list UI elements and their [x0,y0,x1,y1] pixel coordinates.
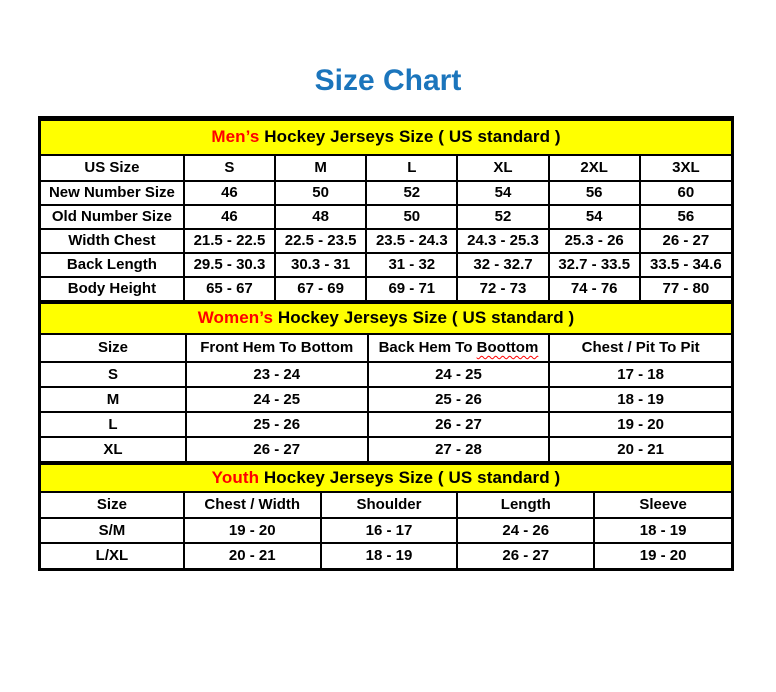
women-cell-r3-c0: 26 - 27 [186,437,368,462]
youth-column-header-0: Size [41,492,184,518]
misspelled-word: Boottom [476,339,539,356]
men-row-label-2: Width Chest [41,229,184,253]
size-chart-frame [38,116,734,571]
youth-column-header-4: Sleeve [594,492,731,518]
women-cell-r0-c0: 23 - 24 [186,362,368,387]
youth-section-title-highlight: Youth [211,467,260,487]
women-cell-r2-c2: 19 - 20 [549,412,731,437]
youth-row-label-0: S/M [41,518,184,543]
youth-size-table [41,463,731,568]
men-cell-r4-c5: 77 - 80 [640,277,731,301]
men-cell-r2-c1: 22.5 - 23.5 [275,229,366,253]
men-section-title-highlight: Men’s [211,127,260,146]
youth-row-label-1: L/XL [41,543,184,568]
youth-cell-r0-c3: 18 - 19 [594,518,731,543]
men-cell-r4-c3: 72 - 73 [457,277,548,301]
youth-cell-r0-c1: 16 - 17 [321,518,458,543]
men-column-header-1: S [184,155,275,181]
youth-column-header-2: Shoulder [321,492,458,518]
men-row-label-3: Back Length [41,253,184,277]
men-section-title: Men’s Hockey Jerseys Size ( US standard ) [41,120,731,155]
youth-cell-r0-c0: 19 - 20 [184,518,321,543]
men-table-row-0 [41,181,731,205]
youth-table-row-1 [41,543,731,568]
youth-column-header-3: Length [457,492,594,518]
men-cell-r3-c2: 31 - 32 [366,253,457,277]
women-cell-r3-c2: 20 - 21 [549,437,731,462]
youth-cell-r1-c2: 26 - 27 [457,543,594,568]
women-row-label-1: M [41,387,186,412]
men-row-label-1: Old Number Size [41,205,184,229]
men-row-label-0: New Number Size [41,181,184,205]
men-cell-r2-c0: 21.5 - 22.5 [184,229,275,253]
women-column-header-3: Chest / Pit To Pit [549,334,731,362]
women-cell-r0-c1: 24 - 25 [368,362,550,387]
men-cell-r3-c5: 33.5 - 34.6 [640,253,731,277]
men-cell-r1-c5: 56 [640,205,731,229]
men-cell-r3-c4: 32.7 - 33.5 [549,253,640,277]
women-row-label-3: XL [41,437,186,462]
women-cell-r1-c1: 25 - 26 [368,387,550,412]
youth-cell-r1-c0: 20 - 21 [184,543,321,568]
youth-cell-r1-c1: 18 - 19 [321,543,458,568]
women-row-label-0: S [41,362,186,387]
women-column-header-0: Size [41,334,186,362]
men-size-table [41,119,731,302]
women-size-table [41,302,731,463]
men-cell-r2-c5: 26 - 27 [640,229,731,253]
men-table-row-1 [41,205,731,229]
youth-table-row-0 [41,518,731,543]
men-column-header-5: 2XL [549,155,640,181]
men-cell-r1-c1: 48 [275,205,366,229]
women-section-title: Women’s Hockey Jerseys Size ( US standard ) [41,303,731,334]
men-cell-r4-c4: 74 - 76 [549,277,640,301]
women-table-row-0 [41,362,731,387]
men-cell-r0-c5: 60 [640,181,731,205]
youth-column-header-1: Chest / Width [184,492,321,518]
men-column-header-2: M [275,155,366,181]
men-cell-r0-c2: 52 [366,181,457,205]
men-table-row-3 [41,253,731,277]
men-cell-r3-c0: 29.5 - 30.3 [184,253,275,277]
women-cell-r3-c1: 27 - 28 [368,437,550,462]
youth-cell-r0-c2: 24 - 26 [457,518,594,543]
women-row-label-2: L [41,412,186,437]
women-cell-r1-c0: 24 - 25 [186,387,368,412]
women-section-title-highlight: Women’s [197,308,274,327]
men-cell-r1-c3: 52 [457,205,548,229]
men-cell-r3-c3: 32 - 32.7 [457,253,548,277]
women-table-row-2 [41,412,731,437]
men-cell-r4-c1: 67 - 69 [275,277,366,301]
men-cell-r1-c0: 46 [184,205,275,229]
women-column-header-1: Front Hem To Bottom [186,334,368,362]
men-row-label-4: Body Height [41,277,184,301]
men-cell-r1-c2: 50 [366,205,457,229]
men-column-header-0: US Size [41,155,184,181]
page-title: Size Chart [314,64,462,97]
women-table-row-3 [41,437,731,462]
men-cell-r0-c1: 50 [275,181,366,205]
men-column-header-3: L [366,155,457,181]
men-cell-r0-c3: 54 [457,181,548,205]
women-cell-r1-c2: 18 - 19 [549,387,731,412]
men-cell-r2-c4: 25.3 - 26 [549,229,640,253]
men-table-row-4 [41,277,731,301]
men-cell-r3-c1: 30.3 - 31 [275,253,366,277]
men-cell-r2-c2: 23.5 - 24.3 [366,229,457,253]
women-column-header-2: Back Hem To Boottom [368,334,550,362]
men-column-header-4: XL [457,155,548,181]
women-table-row-1 [41,387,731,412]
women-cell-r2-c0: 25 - 26 [186,412,368,437]
women-cell-r0-c2: 17 - 18 [549,362,731,387]
men-cell-r0-c0: 46 [184,181,275,205]
youth-cell-r1-c3: 19 - 20 [594,543,731,568]
men-table-row-2 [41,229,731,253]
men-cell-r1-c4: 54 [549,205,640,229]
men-cell-r4-c2: 69 - 71 [366,277,457,301]
men-cell-r4-c0: 65 - 67 [184,277,275,301]
women-cell-r2-c1: 26 - 27 [368,412,550,437]
men-cell-r0-c4: 56 [549,181,640,205]
men-column-header-6: 3XL [640,155,731,181]
men-cell-r2-c3: 24.3 - 25.3 [457,229,548,253]
youth-section-title: Youth Hockey Jerseys Size ( US standard ) [41,464,731,492]
